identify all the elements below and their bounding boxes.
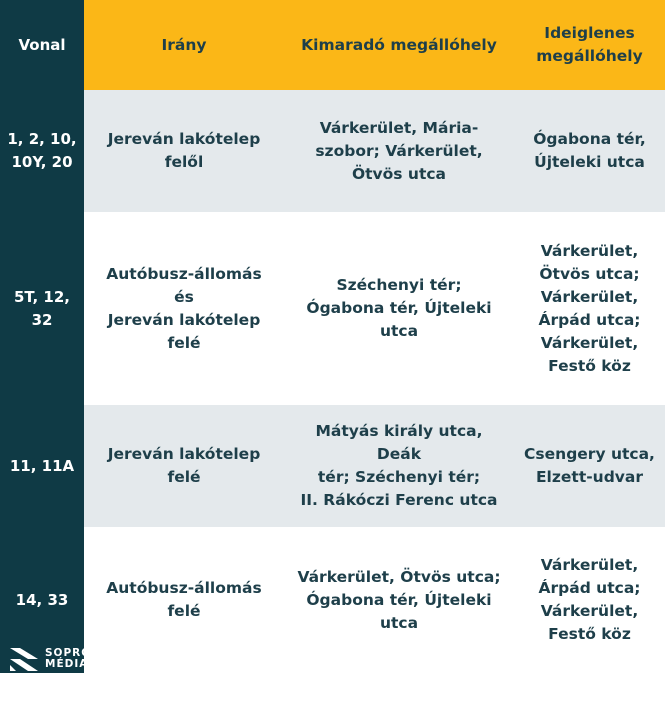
skipped-stop-cell: Mátyás király utca, Deák tér; Széchenyi tér; II. Rákóczi Ferenc utca bbox=[284, 405, 514, 527]
skipped-stop-cell: Várkerület, Ötvös utca; Ógabona tér, Újteleki utca bbox=[284, 527, 514, 673]
temporary-stop-cell: Várkerület, Ötvös utca; Várkerület, Árpád utca; Várkerület, Festő köz bbox=[514, 212, 665, 405]
logo-line-2: MÉDIA bbox=[45, 658, 89, 670]
temporary-stop-cell: Csengery utca, Elzett-udvar bbox=[514, 405, 665, 527]
direction-cell: Autóbusz-állomás és Jereván lakótelep felé bbox=[84, 212, 284, 405]
line-cell: 1, 2, 10, 10Y, 20 bbox=[0, 90, 84, 212]
direction-cell: Autóbusz-állomás felé bbox=[84, 527, 284, 673]
direction-cell: Jereván lakótelep felé bbox=[84, 405, 284, 527]
logo-mark-icon bbox=[8, 646, 40, 673]
header-temporary-stop: Ideiglenes megállóhely bbox=[514, 0, 665, 90]
table-row bbox=[0, 405, 665, 527]
logo-text bbox=[45, 648, 91, 670]
header-line: Vonal bbox=[0, 0, 84, 90]
table-row bbox=[0, 212, 665, 405]
table-row bbox=[0, 90, 665, 212]
temporary-stop-cell: Várkerület, Árpád utca; Várkerület, Festő köz bbox=[514, 527, 665, 673]
skipped-stop-cell: Várkerület, Mária- szobor; Várkerület, Ötvös utca bbox=[284, 90, 514, 212]
line-cell: 14, 33 bbox=[0, 527, 84, 673]
line-cell: 11, 11A bbox=[0, 405, 84, 527]
skipped-stop-cell: Széchenyi tér; Ógabona tér, Újteleki utca bbox=[284, 212, 514, 405]
temporary-stop-cell: Ógabona tér, Újteleki utca bbox=[514, 90, 665, 212]
table-row bbox=[0, 527, 665, 673]
table-header-row bbox=[0, 0, 665, 90]
logo-line-1: SOPRO bbox=[45, 647, 92, 659]
sopron-media-logo bbox=[8, 646, 92, 673]
direction-cell: Jereván lakótelep felől bbox=[84, 90, 284, 212]
header-direction: Irány bbox=[84, 0, 284, 90]
header-skipped-stop: Kimaradó megállóhely bbox=[284, 0, 514, 90]
line-cell: 5T, 12, 32 bbox=[0, 212, 84, 405]
